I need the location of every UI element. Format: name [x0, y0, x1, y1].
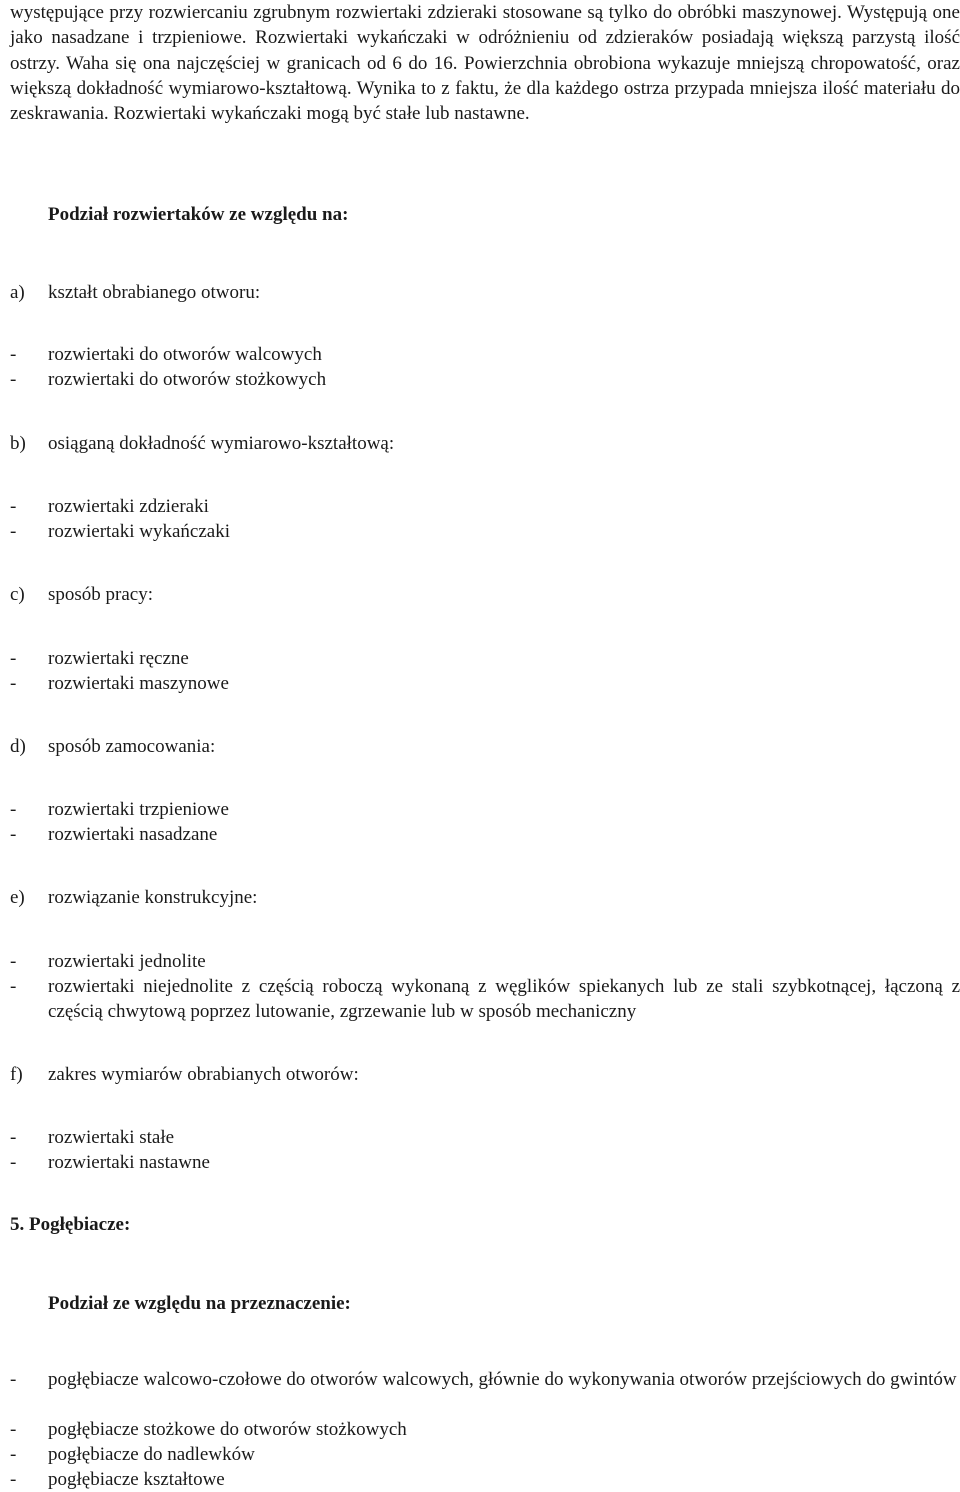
list-item-text: rozwiertaki nasadzane — [48, 824, 218, 845]
list-item-text: rozwiertaki wykańczaki — [48, 521, 230, 542]
document-page — [10, 0, 960, 1490]
section-5-heading: 5. Pogłębiacze: — [10, 1214, 131, 1235]
section-title: sposób zamocowania: — [48, 736, 216, 757]
intro-paragraph: występujące przy rozwiercaniu zgrubnym rozwiertaki zdzieraki stosowane są tylko do obróbki maszynowej. Występują one jako nasadzane i trzpieniowe. Rozwiertaki wykańczaki w odróżnieniu od zdzieraków posiadają większą parzystą ilość ostrzy. Waha się ona najczęściej w granicach od 6 do 16. Powierzchnia obrobiona wykazuje mniejszą chropowatość, oraz większą dokładność wymiarowo-kształtową. Wynika to z faktu, że dla każdego ostrza przypada mniejsza ilość materiału do zeskrawania. Rozwiertaki wykańczaki mogą być stałe lub nastawne. — [10, 2, 960, 125]
section-letter: e) — [10, 887, 25, 908]
section-letter: b) — [10, 433, 26, 454]
list-dash: - — [10, 976, 17, 997]
list-item-text: rozwiertaki niejednolite z częścią roboczą wykonaną z węglików spiekanych lub ze stali szybkotnącej, łączoną z częścią chwytową poprzez lutowanie, zgrzewanie lub w sposób mechaniczny — [48, 976, 960, 1023]
section-title: osiąganą dokładność wymiarowo-kształtową: — [48, 433, 395, 454]
section-letter: a) — [10, 282, 25, 303]
list-item-text: rozwiertaki nastawne — [48, 1152, 210, 1173]
section-title: sposób pracy: — [48, 584, 154, 605]
section-title: kształt obrabianego otworu: — [48, 282, 261, 303]
list-item-text: pogłębiacze stożkowe do otworów stożkowych — [48, 1419, 407, 1440]
list-item-text: rozwiertaki stałe — [48, 1127, 175, 1148]
list-item-text: rozwiertaki zdzieraki — [48, 496, 209, 517]
section-letter: c) — [10, 584, 25, 605]
countersink-classification-heading: Podział ze względu na przeznaczenie: — [48, 1293, 351, 1314]
list-dash: - — [10, 799, 17, 820]
list-dash: - — [10, 521, 17, 542]
section-title: zakres wymiarów obrabianych otworów: — [48, 1064, 359, 1085]
list-dash: - — [10, 1469, 17, 1490]
list-item-text: rozwiertaki do otworów walcowych — [48, 344, 322, 365]
list-item-text: rozwiertaki trzpieniowe — [48, 799, 229, 820]
list-item-text: pogłębiacze walcowo-czołowe do otworów walcowych, głównie do wykonywania otworów przejściowych do gwintów — [48, 1369, 957, 1390]
reamer-classification-heading: Podział rozwiertaków ze względu na: — [48, 204, 349, 225]
list-dash: - — [10, 1127, 17, 1148]
list-dash: - — [10, 1152, 17, 1173]
list-item-text: rozwiertaki jednolite — [48, 951, 206, 972]
list-dash: - — [10, 496, 17, 517]
list-dash: - — [10, 1369, 17, 1390]
section-letter: f) — [10, 1064, 23, 1085]
list-dash: - — [10, 648, 17, 669]
list-dash: - — [10, 824, 17, 845]
list-dash: - — [10, 369, 17, 390]
list-item-text: rozwiertaki maszynowe — [48, 673, 229, 694]
section-letter: d) — [10, 736, 26, 757]
list-dash: - — [10, 673, 17, 694]
list-dash: - — [10, 951, 17, 972]
list-dash: - — [10, 1419, 17, 1440]
list-item-text: pogłębiacze do nadlewków — [48, 1444, 255, 1465]
list-item-text: rozwiertaki do otworów stożkowych — [48, 369, 327, 390]
list-item-text: pogłębiacze kształtowe — [48, 1469, 225, 1490]
list-dash: - — [10, 344, 17, 365]
list-item-text: rozwiertaki ręczne — [48, 648, 189, 669]
list-dash: - — [10, 1444, 17, 1465]
section-title: rozwiązanie konstrukcyjne: — [48, 887, 258, 908]
